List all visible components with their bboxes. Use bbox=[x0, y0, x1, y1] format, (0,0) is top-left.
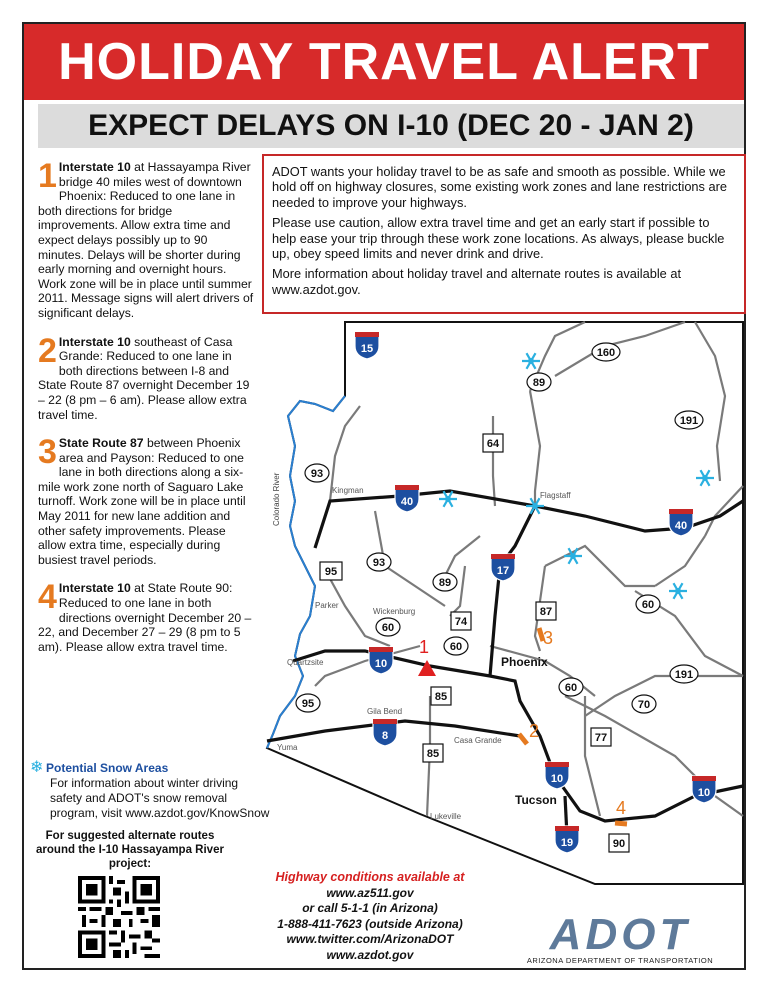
interstate-label: 40 bbox=[400, 496, 414, 508]
route-label: 95 bbox=[301, 698, 315, 710]
route-shield bbox=[670, 665, 698, 683]
route-shield bbox=[431, 687, 451, 705]
route-label: 60 bbox=[564, 682, 578, 694]
info-paragraph: ADOT wants your holiday travel to be as safe and smooth as possible. While we hold off on highway closures, some existing work zones and lane restrictions are needed to improve your highways. bbox=[272, 164, 728, 210]
city-label: Casa Grande bbox=[454, 736, 502, 745]
route-shield bbox=[636, 595, 660, 613]
item-route: State Route 87 bbox=[58, 436, 144, 451]
route-shield bbox=[592, 343, 620, 361]
city-label: Flagstaff bbox=[540, 491, 571, 500]
marker-label: 3 bbox=[543, 628, 554, 648]
work-zone-list bbox=[38, 157, 254, 668]
route-label: 77 bbox=[594, 732, 608, 744]
conditions-line: or call 5-1-1 (in Arizona) bbox=[302, 901, 438, 915]
marker-label: 4 bbox=[616, 798, 627, 818]
item-number: 4 bbox=[38, 578, 57, 617]
marker-label: 1 bbox=[419, 637, 430, 657]
route-shield bbox=[433, 573, 457, 591]
work-zone-item bbox=[38, 157, 254, 321]
interstate-label: 10 bbox=[697, 787, 711, 799]
city-label: Gila Bend bbox=[367, 707, 403, 716]
item-text: southeast of Casa Grande: Reduced to one lane in both directions between I-8 and State Route 87 overnight December 19 – 22 (8 pm – 6 am). Please allow extra travel time. bbox=[38, 334, 250, 422]
city-label: Yuma bbox=[277, 743, 298, 752]
conditions-line[interactable]: www.twitter.com/ArizonaDOT bbox=[286, 932, 454, 946]
info-paragraph: More information about holiday travel and alternate routes is available at www.azdot.gov. bbox=[272, 266, 682, 297]
interstate-label: 19 bbox=[560, 837, 574, 849]
snowflake-icon: ❄ bbox=[30, 759, 44, 776]
work-zone-item bbox=[38, 578, 254, 654]
page-subtitle: EXPECT DELAYS ON I-10 (DEC 20 - JAN 2) bbox=[38, 104, 744, 148]
route-shield bbox=[559, 678, 583, 696]
item-route: Interstate 10 bbox=[58, 334, 131, 349]
route-shield bbox=[305, 464, 329, 482]
route-shield bbox=[591, 728, 611, 746]
marker-label: 2 bbox=[529, 721, 540, 741]
route-shield bbox=[320, 562, 342, 580]
item-text: at State Route 90: Reduced to one lane in both directions overnight December 20 – 22, and December 27 – 29 (8 pm to 5 am). Please allow extra travel time. bbox=[38, 581, 252, 654]
conditions-line[interactable]: www.azdot.gov bbox=[326, 947, 414, 962]
route-label: 191 bbox=[674, 669, 694, 681]
interstate-label: 15 bbox=[360, 343, 374, 355]
adot-logo-subtitle: ARIZONA DEPARTMENT OF TRANSPORTATION bbox=[526, 956, 714, 965]
info-box bbox=[262, 154, 746, 314]
route-label: 85 bbox=[434, 691, 448, 703]
river-label: Colorado River bbox=[272, 472, 281, 526]
item-text: between Phoenix area and Payson: Reduced to one lane in both directions along a six-mile work zone north of Saguaro Lake turnoff. Work zone will be in place until May 2011 for new lane addition and other safety improvements. Please allow extra time, especially during busiest travel periods. bbox=[38, 436, 246, 567]
adot-logo-word: ADOT bbox=[549, 910, 691, 959]
route-shield bbox=[451, 612, 471, 630]
snow-body: For information about winter driving safety and ADOT's snow removal program, visit www.azdot.gov/KnowSnow bbox=[50, 776, 270, 820]
route-shield bbox=[527, 373, 551, 391]
conditions-heading: Highway conditions available at bbox=[275, 870, 465, 884]
route-label: 74 bbox=[454, 616, 468, 628]
interstate-label: 8 bbox=[381, 730, 389, 742]
snow-legend bbox=[30, 760, 270, 821]
alternate-routes-note: For suggested alternate routes around the I-10 Hassayampa River project: bbox=[36, 830, 224, 870]
conditions-line: 1-888-411-7623 (outside Arizona) bbox=[277, 916, 463, 931]
work-zone-item bbox=[38, 433, 254, 567]
route-label: 191 bbox=[679, 415, 699, 427]
city-label: Phoenix bbox=[501, 655, 548, 669]
qr-code-icon[interactable] bbox=[78, 876, 160, 958]
interstate-label: 40 bbox=[674, 520, 688, 532]
route-shield bbox=[609, 834, 629, 852]
route-label: 95 bbox=[324, 566, 338, 578]
route-label: 89 bbox=[438, 577, 452, 589]
arizona-map bbox=[255, 316, 746, 886]
item-route: Interstate 10 bbox=[58, 160, 131, 174]
item-number: 3 bbox=[38, 433, 57, 472]
route-label: 87 bbox=[539, 606, 553, 618]
route-label: 160 bbox=[596, 347, 616, 359]
conditions-line[interactable]: www.az511.gov bbox=[326, 885, 414, 900]
city-label: Kingman bbox=[332, 486, 364, 495]
route-shield bbox=[483, 434, 503, 452]
route-label: 70 bbox=[637, 699, 651, 711]
highway-conditions bbox=[240, 870, 500, 963]
work-zone-item bbox=[38, 331, 254, 423]
item-number: 2 bbox=[38, 331, 57, 370]
snow-heading: Potential Snow Areas bbox=[46, 761, 169, 775]
route-shield bbox=[536, 602, 556, 620]
city-label: Tucson bbox=[515, 793, 557, 807]
route-label: 93 bbox=[310, 468, 324, 480]
route-label: 60 bbox=[381, 622, 395, 634]
city-label: Lukeville bbox=[430, 812, 462, 821]
city-label: Wickenburg bbox=[373, 607, 416, 616]
item-route: Interstate 10 bbox=[58, 581, 131, 596]
interstate-label: 10 bbox=[374, 658, 388, 670]
route-label: 64 bbox=[486, 438, 500, 450]
interstate-label: 17 bbox=[496, 565, 510, 577]
route-label: 60 bbox=[641, 599, 655, 611]
route-label: 85 bbox=[426, 748, 440, 760]
item-number: 1 bbox=[38, 157, 57, 195]
route-shield bbox=[367, 553, 391, 571]
route-shield bbox=[423, 744, 443, 762]
interstate-label: 10 bbox=[550, 773, 564, 785]
city-label: Parker bbox=[315, 601, 339, 610]
route-label: 90 bbox=[612, 838, 626, 850]
route-shield bbox=[296, 694, 320, 712]
route-shield bbox=[675, 411, 703, 429]
route-shield bbox=[444, 637, 468, 655]
info-paragraph: Please use caution, allow extra travel time and get an early start if possible to help ease your trip through these work zone locations. As always, please buckle up, obey speed limits and never drink and drive. bbox=[272, 215, 725, 262]
adot-logo bbox=[505, 912, 735, 972]
route-label: 93 bbox=[372, 557, 386, 569]
city-label: Quartzsite bbox=[287, 658, 324, 667]
route-shield bbox=[376, 618, 400, 636]
route-label: 60 bbox=[449, 641, 463, 653]
route-label: 89 bbox=[532, 377, 546, 389]
item-text: at Hassayampa River bridge 40 miles west of downtown Phoenix: Reduced to one lane in both directions for bridge improvements. Allow extra time and expect delays possibly up to 90 minutes. Delays will be shorter during early morning and overnight hours. Work zone will be in place until summer 2011. Message signs will alert drivers of significant delays. bbox=[38, 160, 254, 320]
page-title: HOLIDAY TRAVEL ALERT bbox=[24, 24, 744, 100]
route-shield bbox=[632, 695, 656, 713]
